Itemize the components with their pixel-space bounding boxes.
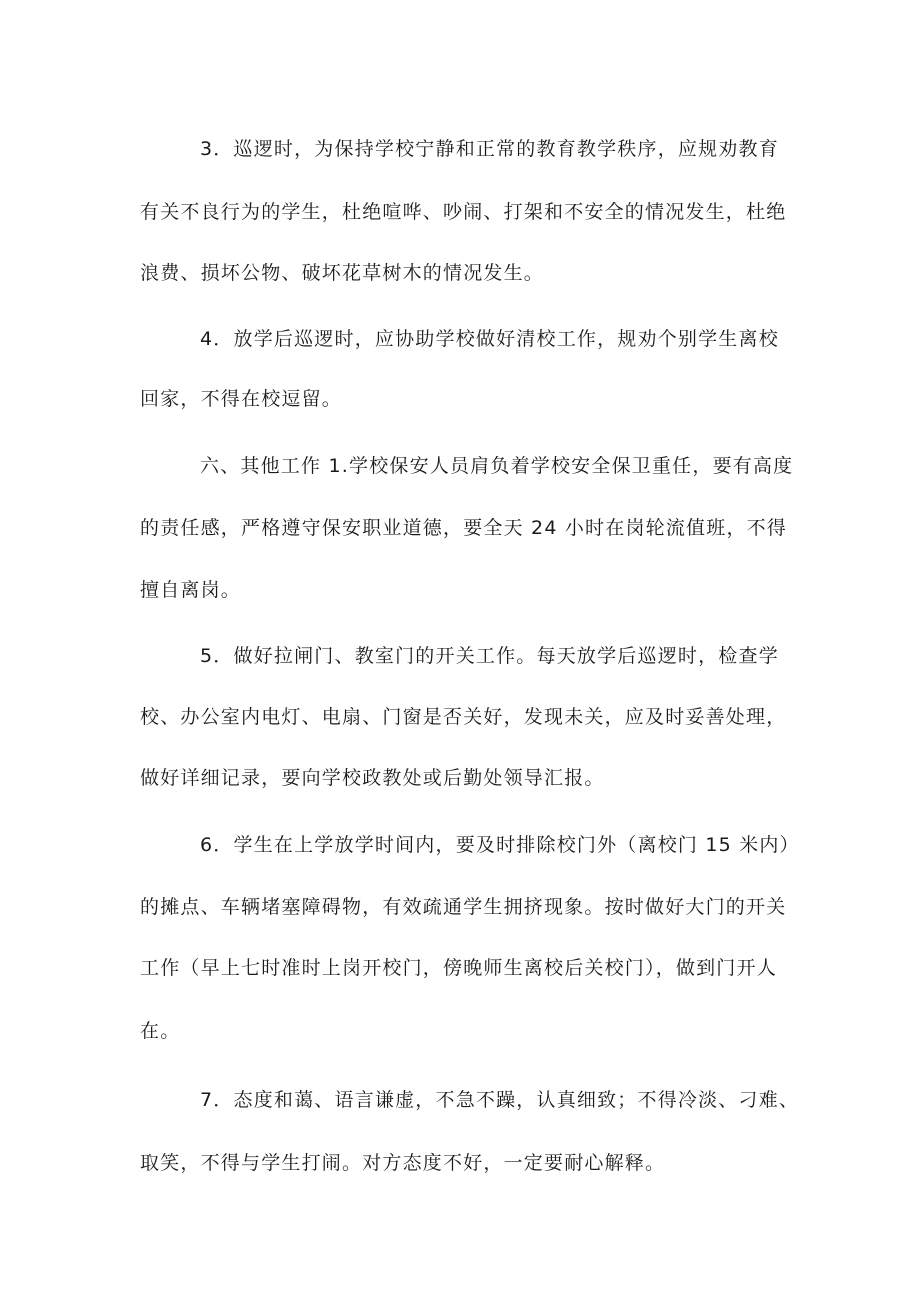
paragraph-5-line-1: 5．做好拉闸门、教室门的开关工作。每天放学后巡逻时，检查学 xyxy=(200,645,779,667)
paragraph-3-line-2: 有关不良行为的学生，杜绝喧哗、吵闹、打架和不安全的情况发生，杜绝 xyxy=(140,201,787,223)
paragraph-6-line-4: 在。 xyxy=(140,1020,181,1042)
paragraph-6-line-2: 的摊点、车辆堵塞障碍物，有效疏通学生拥挤现象。按时做好大门的开关 xyxy=(140,896,787,918)
section-6-line-2: 的责任感，严格遵守保安职业道德，要全天 24 小时在岗轮流值班，不得 xyxy=(140,517,788,539)
paragraph-4-line-1: 4．放学后巡逻时，应协助学校做好清校工作，规劝个别学生离校 xyxy=(200,328,779,350)
paragraph-6-line-3: 工作（早上七时准时上岗开校门，傍晚师生离校后关校门），做到门开人 xyxy=(140,957,777,979)
paragraph-5-line-3: 做好详细记录，要向学校政教处或后勤处领导汇报。 xyxy=(140,767,605,789)
paragraph-4-line-2: 回家，不得在校逗留。 xyxy=(140,388,343,410)
paragraph-5-line-2: 校、办公室内电灯、电扇、门窗是否关好，发现未关，应及时妥善处理， xyxy=(140,706,787,728)
paragraph-3-line-1: 3．巡逻时，为保持学校宁静和正常的教育教学秩序，应规劝教育 xyxy=(200,138,779,160)
section-6-line-3: 擅自离岗。 xyxy=(140,579,242,601)
paragraph-3-line-3: 浪费、损坏公物、破坏花草树木的情况发生。 xyxy=(140,262,545,284)
paragraph-7-line-1: 7．态度和蔼、语言谦虚，不急不躁，认真细致；不得冷淡、刁难、 xyxy=(200,1089,800,1111)
paragraph-7-line-2: 取笑，不得与学生打闹。对方态度不好，一定要耐心解释。 xyxy=(140,1152,666,1174)
section-6-line-1: 六、其他工作 1.学校保安人员肩负着学校安全保卫重任，要有高度 xyxy=(200,455,794,477)
paragraph-6-line-1: 6．学生在上学放学时间内，要及时排除校门外（离校门 15 米内） xyxy=(200,834,800,856)
